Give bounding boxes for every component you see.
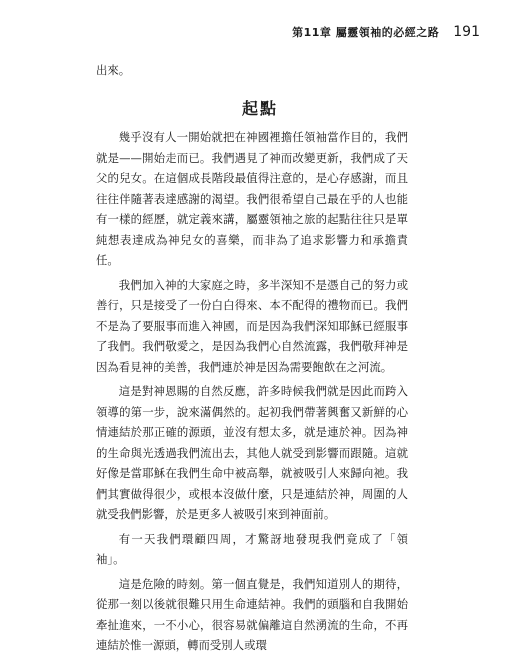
page-number: 191 bbox=[453, 24, 480, 40]
paragraph: 這是危險的時刻。第一個直覺是，我們知道別人的期待，從那一刻以後就很難只用生命連結神。我們的頭腦和自我開始牽扯進來，一不小心，很容易就偏離這自然湧流的生命，不再連結於惟一源頭，轉而受別人或環 bbox=[96, 576, 408, 652]
chapter-running-title: 第11章 屬靈領袖的必經之路 bbox=[292, 26, 440, 39]
continued-text: 出來。 bbox=[96, 63, 131, 77]
paragraph: 有一天我們環顧四周，才驚訝地發現我們竟成了「領袖」。 bbox=[96, 531, 408, 566]
section-body bbox=[96, 127, 408, 660]
paragraph: 這是對神恩賜的自然反應，許多時候我們就是因此而跨入領導的第一步，說來滿偶然的。起初我們帶著興奮又新鮮的心情連結於那正確的源頭，並沒有想太多，就是連於神。因為神的生命與光透過我們流出去，其他人就受到影響而跟隨。這就好像是當耶穌在我們生命中被高舉，就被吸引人來歸向祂。我們其實做得很少，或根本沒做什麼，只是連結於神，周圍的人就受我們影響，於是更多人被吸引來到神面前。 bbox=[96, 384, 408, 521]
section-heading: 起點 bbox=[241, 99, 278, 118]
running-head bbox=[292, 24, 480, 40]
paragraph: 我們加入神的大家庭之時，多半深知不是憑自己的努力或善行，只是接受了一份白白得來、本不配得的禮物而已。我們不是為了要服事而進入神國，而是因為我們深知耶穌已經服事了我們。我們敬愛之，是因為我們心自然流露，我們敬拜神是因為看見神的美善，我們連於神是因為需要飽飲在之河流。 bbox=[96, 277, 408, 374]
paragraph: 幾乎沒有人一開始就把在神國裡擔任領袖當作目的，我們就是——開始走而已。我們遇見了神而改變更新，我們成了天父的兒女。在這個成長階段最值得注意的，是心存感謝，而且往往伴隨著表達感謝的渴望。我們很希望自己最在乎的人也能有一樣的經歷，就定義來講，屬靈領袖之旅的起點往往只是單純想表達成為神兒女的喜樂，而非為了追求影響力和承擔責任。 bbox=[96, 130, 408, 267]
